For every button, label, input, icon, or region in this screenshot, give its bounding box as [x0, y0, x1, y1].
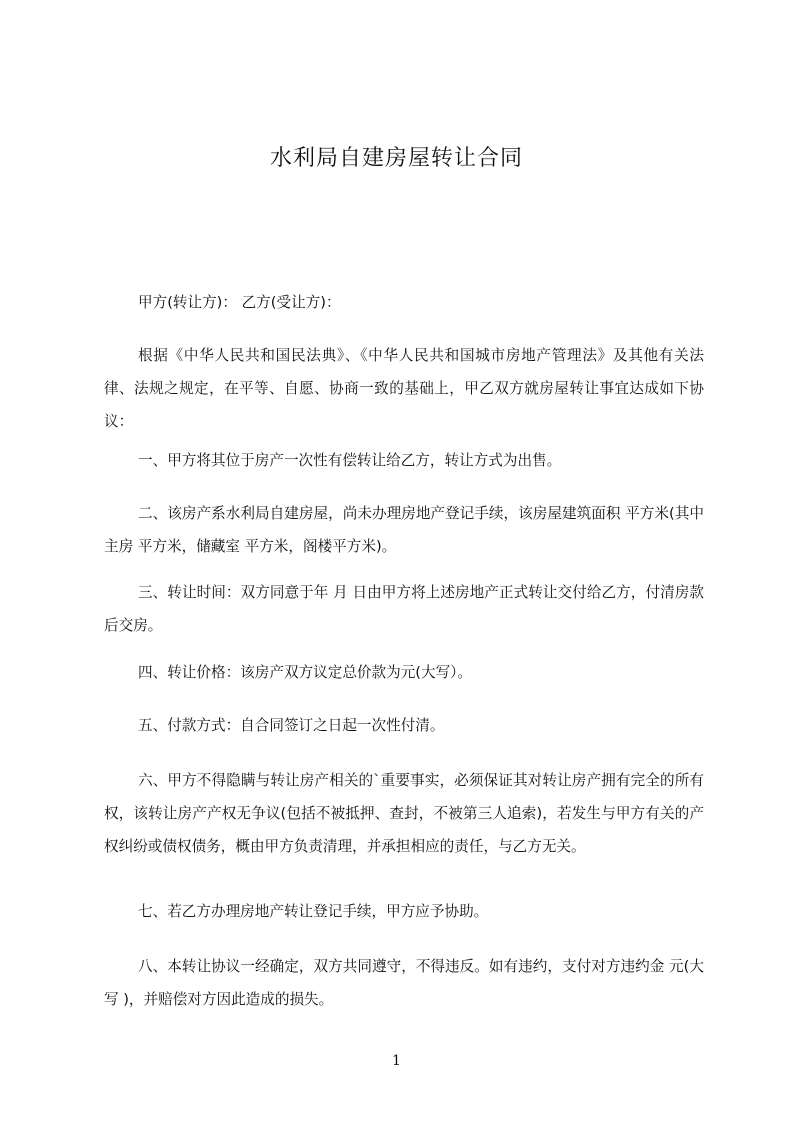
clause-5: 五、付款方式：自合同签订之日起一次性付清。 [138, 717, 445, 734]
parties-line: 甲方(转让方)： 乙方(受让方)： [138, 294, 341, 311]
document-title: 水利局自建房屋转让合同 [269, 146, 523, 171]
clause-6: 六、甲方不得隐瞒与转让房产相关的`重要事实，必须保证其对转让房产拥有完全的所有权，该转让房产产权无争议(包括不被抵押、查封，不被第三人追索)，若发生与甲方有关的产权纠纷或债权债务，概由甲方负责清理，并承担相应的责任，与乙方无关。 [104, 772, 704, 855]
intro-paragraph: 根据《中华人民共和国民法典》、《中华人民共和国城市房地产管理法》及其他有关法律、法规之规定，在平等、自愿、协商一致的基础上，甲乙双方就房屋转让事宜达成如下协议： [104, 347, 704, 430]
clause-2: 二、该房产系水利局自建房屋，尚未办理房地产登记手续，该房屋建筑面积 平方米(其中主房 平方米，储藏室 平方米，阁楼平方米)。 [104, 505, 704, 555]
page-number: 1 [392, 1053, 401, 1069]
clause-1: 一、甲方将其位于房产一次性有偿转让给乙方，转让方式为出售。 [138, 452, 562, 469]
clause-4: 四、转让价格：该房产双方议定总价款为元(大写）。 [138, 664, 473, 681]
clause-7: 七、若乙方办理房地产转让登记手续，甲方应予协助。 [138, 903, 489, 920]
clause-3: 三、转让时间：双方同意于年 月 日由甲方将上述房地产正式转让交付给乙方，付清房款后交房。 [104, 584, 704, 634]
clause-8: 八、本转让协议一经确定，双方共同遵守，不得违反。如有违约，支付对方违约金 元(大写 )，并赔偿对方因此造成的损失。 [104, 958, 704, 1008]
